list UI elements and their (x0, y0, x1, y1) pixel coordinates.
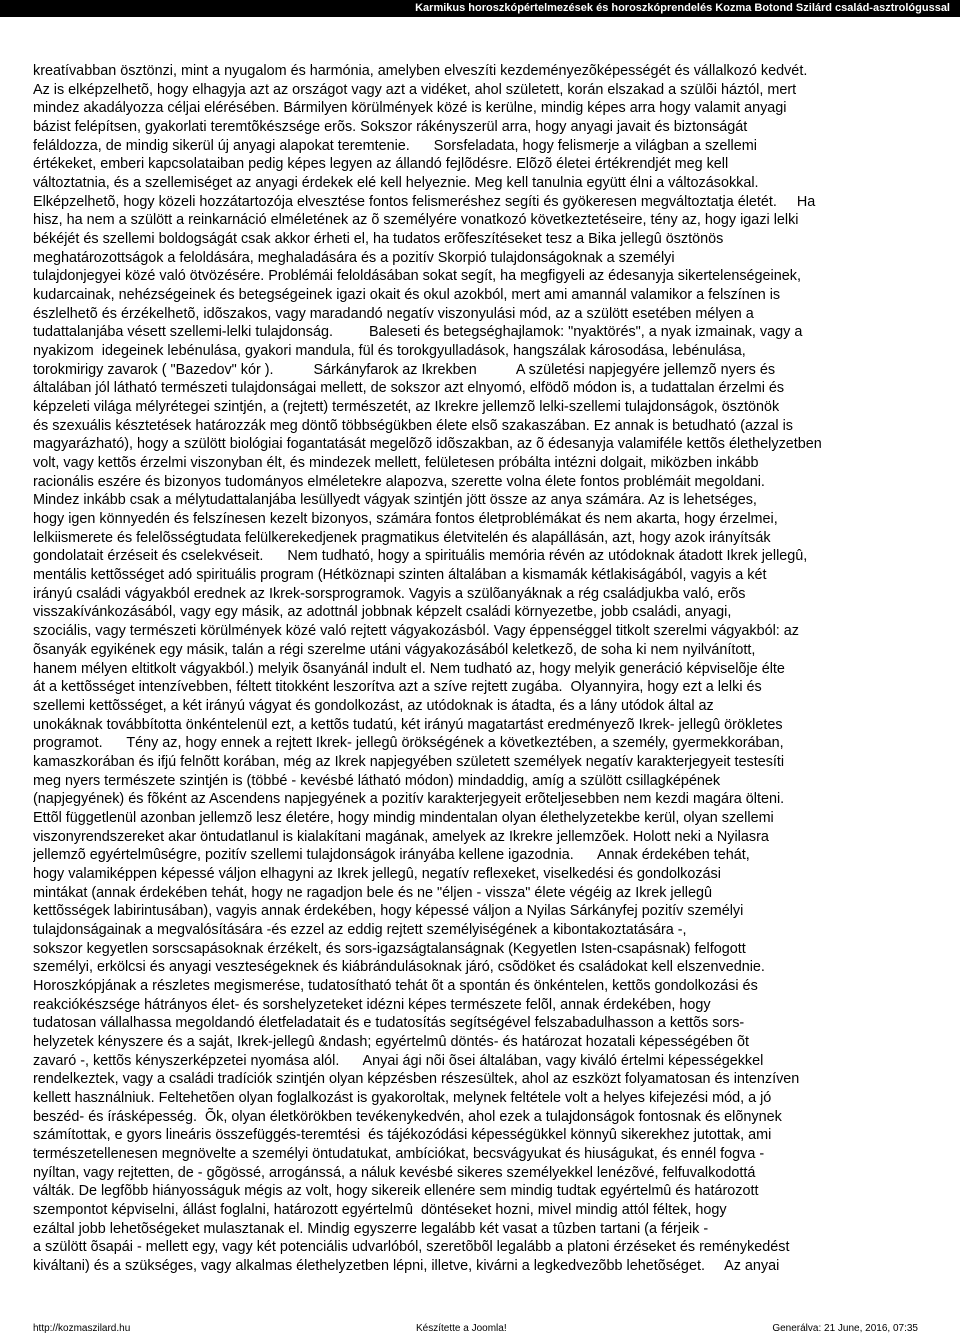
header-title: Karmikus horoszkópértelmezések és horoszkóprendelés Kozma Botond Szilárd család-asztrológussal (415, 2, 950, 14)
text-line: rendelkeztek, vagy a családi tradíciók szintjén olyan képzésben részesültek, ahol az eszközt folyamatosan és intenzíven (33, 1071, 800, 1088)
text-line: feláldozza, de mindig sikerül új anyagi alapokat teremtenie. Sorsfeladata, hogy felismerje a világban a szellemi (33, 137, 757, 154)
text-line: kudarcainak, nehézségeinek és betegségeinek igazi okait és okul azokból, mert ami amannál valamikor a felszínen is (33, 287, 781, 304)
text-line: helyzetek kényszere és a saját, Ikrek-jellegû &ndash; egyértelmû döntés- és határozat hozatali képességében õt (33, 1033, 749, 1050)
text-line: mintákat (annak érdekében tehát, hogy ne ragadjon bele és ne "éljen - vissza" élete végéig az Ikrek jellegû (33, 884, 713, 901)
text-line: reakciókészsége hátrányos élet- és sorshelyzeteket idézni képes természete felõl, annak érdekében, hogy (33, 996, 711, 1013)
text-line: racionális eszére és bizonyos tudományos elméletekre alapozva, szerette volna élete fontos problémáit megoldani. (33, 473, 765, 490)
text-line: szellemi kettõsséget, a két irányú vágyat és gondolkozást, az utódoknak is átadta, és a lány utódok által az (33, 697, 714, 714)
text-line: változtatnia, és a szellemiséget az anyagi érdekek elé kell helyeznie. Meg kell tanulnia együtt élni a változásokkal. (33, 175, 759, 192)
text-line: békéjét és szellemi boldogságát csak akkor érheti el, ha tudatos erõfeszítéseket tesz a Bika jellegû ösztönös (33, 231, 724, 248)
text-line: irányú családi vágyakból erednek az Ikrek-sorsprogramok. Vagyis a szülõanyáknak a rég családjukba való, erõs (33, 585, 746, 602)
text-line: jellemzõ egyértelmûségre, pozitív szellemi tulajdonságok irányába kellene igazodnia. Annak érdekében tehát, (33, 847, 750, 864)
text-line: ezáltal jobb lehetõségeket mulasztanak el. Mindig egyszerre legalább két vasat a tûzben tartani (a férjeik - (33, 1220, 709, 1237)
text-line: hanem mélyen eltitkolt vágyakból.) melyik õsanyánál indult el. Nem tudható az, hogy melyik generáció képviselõje élte (33, 660, 785, 677)
text-line: gondolatait érzéseit és cselekvéseit. Nem tudható, hogy a spirituális memória révén az utódoknak átadott Ikrek jellegû, (33, 548, 808, 565)
text-line: meg nyers természete szintjén is (többé - kevésbé látható módon) mindaddig, amíg a szülött csillagképének (33, 772, 721, 789)
text-line: mentális kettõsséget adó spirituális program (Hétköznapi szinten általában a kismamák kétlakiságából, vagyis a két (33, 567, 767, 584)
text-line: lelkiismerete és felelõsségtudata felülkerekedjenek pragmatikus életvitelén és alapállásán, azt, hogy azok irányítsák (33, 529, 771, 546)
text-line: általában jól látható természeti tulajdonságai mellett, de sokszor azt elnyomó, elfödõ módon is, a tudattalan érzelmi és (33, 380, 785, 397)
text-line: Horoszkópjának a részletes megismerése, tudatosítható tehát õt a spontán és önkéntelen, kettõs gondolkozási és (33, 977, 758, 994)
text-line: tulajdonjegyei közé való ötvözésére. Problémái feloldásában sokat segít, ha megfigyeli az édesanyja sikertelenségeinek, (33, 268, 801, 285)
text-line: nyakizom idegeinek lebénulása, gyakori mandula, fül és torokgyulladások, hangszálak károsodása, lebénulása, (33, 343, 746, 360)
article-body (33, 62, 934, 1276)
text-line: kreatívabban ösztönzi, mint a nyugalom és harmónia, amelyben elveszíti kezdeményezõképességét és vállalkozó kedvét. (33, 63, 808, 79)
text-line: (napjegyének) és fõként az Ascendens napjegyének a pozitív karakterjegyeit erõteljesebben nem kezdi magára ölteni. (33, 791, 785, 808)
text-line: Az is elképzelhetõ, hogy elhagyja azt az országot vagy azt a vidéket, ahol született, korán elszakad a szülõi háztól, mert (33, 81, 797, 98)
text-line: sokszor kegyetlen sorscsapásoknak érzékelt, és sors-igazságtalanságnak (Kegyetlen Isten-csapásnak) felfogott (33, 940, 746, 957)
text-line: magyarázható), hogy a szülött biológiai fogantatását megelõzõ idõszakban, az õ édesanyja valamiféle kettõs élethelyzetben (33, 436, 822, 453)
text-line: személyi, erkölcsi és anyagi veszteségeknek és kiábrándulásoknak járó, csõdöket és családokat kell elszenvednie. (33, 959, 765, 976)
text-line: a szülött õsapái - mellett egy, vagy két potenciális udvarlóból, szeretõbõl legalább a platoni érzéseket és reménykedést (33, 1239, 790, 1256)
text-line: kellett használniuk. Feltehetõen olyan foglalkozást is gyakoroltak, melynek feltétele volt a helyes kifejezési mód, a jó (33, 1089, 772, 1106)
text-line: kettõsségek labirintusában), vagyis annak érdekében, hogy képessé váljon a Nyilas Sárkányfej pozitív személyi (33, 903, 744, 920)
footer-generated-date: Generálva: 21 June, 2016, 07:35 (772, 1323, 918, 1334)
page-footer (33, 1322, 918, 1336)
text-line: volt, vagy kettõs érzelmi viszonyban élt, és mindezek mellett, felületesen próbálta intézni dolgait, miközben inkább (33, 455, 759, 472)
text-line: számítottak, e gyors lineáris összefüggés-teremtési és tájékozódási képességükkel könnyû sikerekhez jutottak, ami (33, 1127, 772, 1144)
text-line: természetellenesen megnövelte a személyi öntudatukat, ambíciókat, becsvágyukat és hiuságukat, és ennél fogva - (33, 1145, 765, 1162)
text-line: tudatosan vállalhassa megoldandó életfeladatait és e tudatosítás segítségével felszabadulhasson a kettõs sors- (33, 1015, 745, 1032)
text-line: Mindez inkább csak a mélytudattalanjába lesüllyedt vágyak szintjén jött össze az anya számára. Az is lehetséges, (33, 492, 757, 509)
text-line: bázist felépítsen, gyakorlati teremtõkészsége erõs. Sokszor rákényszerül arra, hogy anyagi javait és biztonságát (33, 119, 748, 136)
footer-credit: Készítette a Joomla! (416, 1323, 507, 1334)
text-line: õsanyák egyikének egy másik, talán a régi szerelme utáni vágyakozásából keletkezõ, de soha ki nem nyilvánított, (33, 641, 756, 658)
text-line: viszonyrendszereket akar öntudatlanul is kialakítani magának, amelyek az Ikrekre jellemzõek. Holott neki a Nyilasra (33, 828, 769, 845)
text-line: tulajdonságainak a megvalósítására -és ezzel az eddig rejtett személyiségének a kibontakoztatására -, (33, 921, 687, 938)
text-line: képzeleti világa mélyrétegei szintjén, a (rejtett) természetét, az Ikrekre jellemzõ lelki-szellemi tulajdonságok, ösztönök (33, 399, 780, 416)
text-line: hogy igen könnyedén és felszínesen kezelt bizonyos, számára fontos életproblémákat és nem akarta, hogy érzelmei, (33, 511, 778, 528)
text-line: mindez akadályozza céljai elérésében. Bármilyen körülmények közé is kerülne, mindig képes arra hogy valamit anyagi (33, 100, 787, 117)
page-header (0, 0, 960, 17)
text-line: tudattalanjába vésett szellemi-lelki tulajdonság. Baleseti és betegséghajlamok: "nyaktörés", a nyak izmainak, vagy a (33, 324, 803, 341)
text-line: Elképzelhetõ, hogy közeli hozzátartozója elvesztése fontos felismeréshez segíti és gyökeresen megváltoztatja életét. Ha (33, 193, 816, 210)
text-line: Ettõl függetlenül azonban jellemzõ lesz életére, hogy mindig mindentalan olyan élethelyzetekbe kerül, olyan szellemi (33, 809, 774, 826)
text-line: programot. Tény az, hogy ennek a rejtett Ikrek- jellegû örökségének a következtében, a személy, gyermekkorában, (33, 735, 784, 752)
text-line: és szexuális késztetések határozzák meg döntõ többségükben élete elsõ szakaszában. Ez annak is betudható (azzal is (33, 417, 793, 434)
text-line: szempontot képviselni, állást foglalni, határozott egyértelmû döntéseket hozni, mivel mindig attól féltek, hogy (33, 1201, 727, 1218)
text-line: hogy valamiképpen képessé váljon elhagyni az Ikrek jellegû, negatív reflexeket, viselkedési és gondolkozási (33, 865, 721, 882)
text-line: nyíltan, vagy rejtetten, de - gõgössé, arrogánssá, a náluk kevésbé sikeres személyekkel lenézõvé, felfuvalkodottá (33, 1164, 756, 1181)
text-line: zavaró -, kettõs kényszerképzetei nyomása alól. Anyai ági nõi õsei általában, vagy kiváló értelmi képességekkel (33, 1052, 764, 1069)
text-line: unokáknak továbbította önkéntelenül ezt, a kettõs tudatú, két irányú magatartást eredményezõ Ikrek- jellegû örökletes (33, 716, 783, 733)
text-line: kamaszkorában és ifjú felnõtt korában, még az Ikrek napjegyében született személyek negatív karakterjegyeit testesíti (33, 753, 785, 770)
text-line: értékeket, emberi kapcsolataiban pedig képes legyen az állandó fejlõdésre. Elõzõ életei értékrendjét meg kell (33, 156, 729, 173)
text-line: hisz, ha nem a szülött a reinkarnáció elméletének az õ személyére vonatkozó következtetéseire, tény az, hogy igazi lelki (33, 212, 799, 229)
text-line: észlelhetõ és érzékelhetõ, idõszakos, vagy maradandó negatív viszonyulási mód, az a szülött esetében mélyen a (33, 305, 754, 322)
text-line: beszéd- és írásképesség. Õk, olyan életkörökben tevékenykedvén, ahol ezek a tulajdonságok fontosnak és elõnynek (33, 1108, 782, 1125)
text-line: visszakívánkozásából, vagy egy másik, az adottnál jobbnak képzelt családi környezetbe, jobb családi, anyagi, (33, 604, 732, 621)
text-line: kiváltani) és a szükséges, vagy alkalmas élethelyzetben lépni, illetve, kivárni a legkedvezõbb lehetõséget. Az anyai (33, 1258, 780, 1274)
text-line: át a kettõsséget intenzívebben, féltett titokként leszorítva azt a szíve rejtett zugába. Olyannyira, hogy ezt a lelki és (33, 679, 762, 696)
text-line: szociális, vagy természeti körülmények közé való rejtett vágyakozásból. Vagy éppenséggel titkolt szerelmi vágyakból: az (33, 623, 799, 640)
footer-url-link[interactable]: http://kozmaszilard.hu (33, 1323, 131, 1334)
text-line: meghatározottságok a feloldására, meghaladására és a pozitív Skorpió tulajdonságoknak a személyi (33, 249, 675, 266)
text-line: válták. De legfõbb hiányosságuk mégis az volt, hogy sikereik ellenére sem mindig tudtak egyértelmû és határozott (33, 1183, 759, 1200)
text-line: torokmirigy zavarok ( "Bazedov" kór ). Sárkányfarok az Ikrekben A születési napjegyére jellemzõ nyers és (33, 361, 776, 378)
